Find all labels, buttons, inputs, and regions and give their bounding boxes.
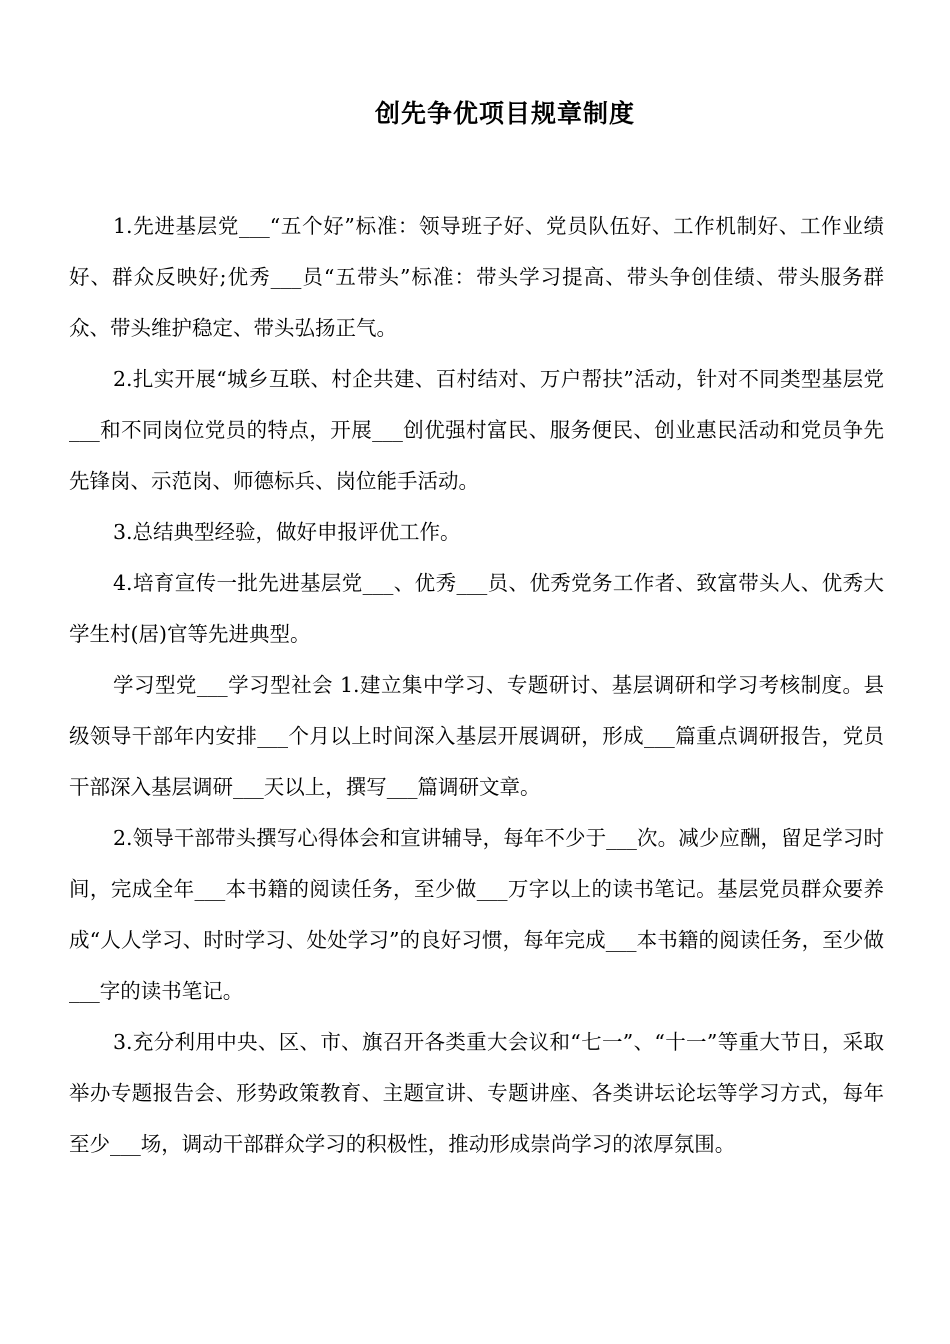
paragraph: 4.培育宣传一批先进基层党___、优秀___员、优秀党务工作者、致富带头人、优秀大学生村(居)官等先进典型。 [69, 571, 884, 646]
paragraph: 3.充分利用中央、区、市、旗召开各类重大会议和“七一”、“十一”等重大节日，采取举办专题报告会、形势政策教育、主题宣讲、专题讲座、各类讲坛论坛等学习方式，每年至少___场，调动干部群众学习的积极性，推动形成崇尚学习的浓厚氛围。 [69, 1030, 884, 1156]
document-title: 创先争优项目规章制度 [374, 99, 635, 128]
paragraph: 学习型党___学习型社会 1.建立集中学习、专题研讨、基层调研和学习考核制度。县级领导干部年内安排___个月以上时间深入基层开展调研，形成___篇重点调研报告，党员干部深入基层调研___天以上，撰写___篇调研文章。 [69, 673, 884, 799]
paragraph: 2.领导干部带头撰写心得体会和宣讲辅导，每年不少于___次。减少应酬，留足学习时间，完成全年___本书籍的阅读任务，至少做___万字以上的读书笔记。基层党员群众要养成“人人学习、时时学习、处处学习”的良好习惯，每年完成___本书籍的阅读任务，至少做___字的读书笔记。 [69, 826, 884, 1003]
document-body [69, 201, 884, 1170]
paragraph: 3.总结典型经验，做好申报评优工作。 [113, 520, 461, 544]
paragraph: 1.先进基层党___“五个好”标准：领导班子好、党员队伍好、工作机制好、工作业绩好、群众反映好;优秀___员“五带头”标准：带头学习提高、带头争创佳绩、带头服务群众、带头维护稳定、带头弘扬正气。 [69, 214, 884, 340]
paragraph: 2.扎实开展“城乡互联、村企共建、百村结对、万户帮扶”活动，针对不同类型基层党___和不同岗位党员的特点，开展___创优强村富民、服务便民、创业惠民活动和党员争先先锋岗、示范岗、师德标兵、岗位能手活动。 [69, 367, 884, 493]
